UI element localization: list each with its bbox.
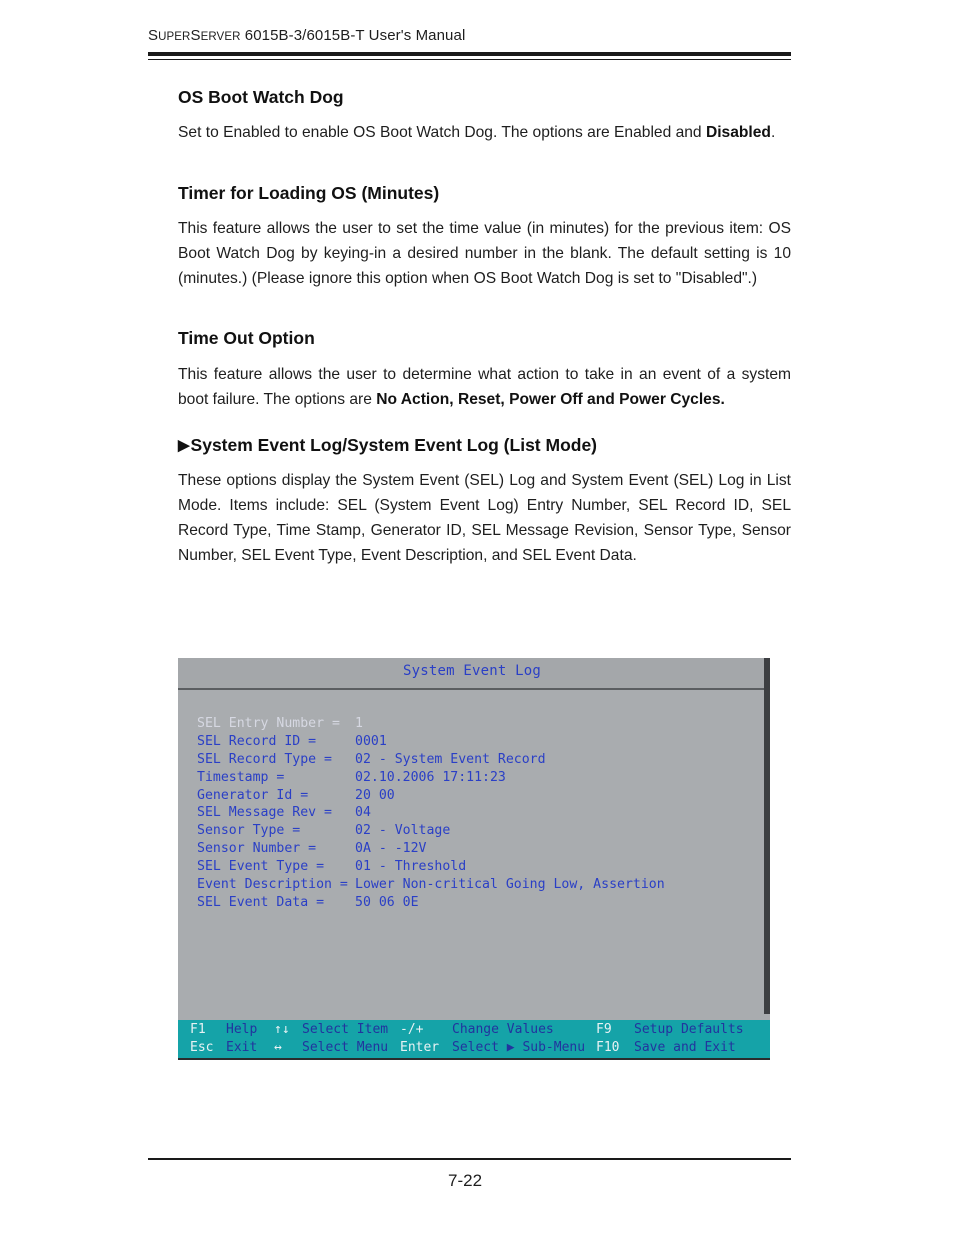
- footer-rule: [148, 1158, 791, 1160]
- bios-field-value: 20 00: [355, 787, 395, 803]
- bios-field-value: 1: [355, 716, 363, 731]
- bios-field-value: 0A - -12V: [355, 841, 427, 857]
- bios-field-value: 04: [355, 805, 371, 821]
- key-esc: Esc: [190, 1040, 214, 1055]
- heading-os-boot-watch-dog: OS Boot Watch Dog: [178, 87, 344, 107]
- key-enter-label: Select ▶ Sub-Menu: [452, 1040, 586, 1055]
- key-f9: F9: [596, 1022, 612, 1037]
- bios-field-label: SEL Record Type =: [197, 751, 332, 767]
- key-leftright-label: Select Menu: [302, 1040, 389, 1055]
- bios-field-label: SEL Message Rev =: [197, 805, 332, 821]
- paragraph-time-out-option: This feature allows the user to determine what action to take in an event of a system boot failure. The options are No Action, Reset, Power Off and Power Cycles.: [178, 366, 791, 408]
- bios-bottom-edge: [178, 1058, 770, 1060]
- heading-time-out-option: Time Out Option: [178, 328, 315, 348]
- bios-field-value: 0001: [355, 733, 387, 749]
- bios-field-label: SEL Entry Number =: [197, 716, 340, 731]
- bios-key-legend: [178, 1020, 770, 1058]
- running-header: SUPERSERVER 6015B-3/6015B-T User's Manual: [148, 27, 466, 44]
- paragraph-timer-loading-os: This feature allows the user to set the time value (in minutes) for the previous item: OS Boot Watch Dog by keying-in a desired number in the blank. The default setting is 10 (minutes.) (Please ignore this option when OS Boot Watch Dog is set to "Disabled".): [178, 220, 791, 287]
- key-minus-plus: -/+: [400, 1022, 424, 1037]
- key-f10: F10: [596, 1040, 620, 1055]
- triangle-right-icon: ▶: [178, 437, 190, 454]
- bios-screen-title: System Event Log: [402, 663, 542, 679]
- key-f1-label: Help: [226, 1022, 258, 1037]
- paragraph-system-event-log: These options display the System Event (SEL) Log and System Event (SEL) Log in List Mode. Items include: SEL (System Event Log) Entry Number, SEL Record ID, SEL Record Type, Time Stamp, Generator ID, SEL Message Revision, Sensor Type, Sensor Number, SEL Event Type, Event Description, and SEL Event Data.: [178, 472, 791, 564]
- key-f1: F1: [190, 1022, 206, 1037]
- header-rule-thin: [148, 59, 791, 60]
- key-updown-label: Select Item: [302, 1022, 389, 1037]
- key-f10-label: Save and Exit: [634, 1040, 736, 1055]
- key-f9-label: Setup Defaults: [634, 1022, 744, 1037]
- bios-field-label: SEL Event Type =: [197, 859, 325, 875]
- bios-screenshot: [178, 658, 770, 1060]
- arrow-left-right-icon: ↔: [274, 1040, 282, 1055]
- bios-field-label: Timestamp =: [197, 769, 285, 785]
- bios-field-value: 02.10.2006 17:11:23: [355, 769, 506, 785]
- header-rule-thick: [148, 52, 791, 56]
- bios-field-label: Sensor Number =: [197, 841, 317, 857]
- bios-field-label: SEL Record ID =: [197, 733, 317, 749]
- bios-field-value: 50 06 0E: [355, 894, 419, 910]
- page-number: 7-22: [448, 1171, 483, 1190]
- heading-system-event-log: ▶System Event Log/System Event Log (List Mode): [178, 435, 598, 455]
- bios-field-value: 02 - System Event Record: [355, 751, 546, 767]
- key-enter: Enter: [400, 1040, 440, 1055]
- key-minus-plus-label: Change Values: [452, 1022, 554, 1037]
- bios-field-label: Sensor Type =: [197, 823, 301, 839]
- bios-field-value: Lower Non-critical Going Low, Assertion: [355, 877, 665, 893]
- bios-panel-edge: [764, 658, 770, 1014]
- bios-field-label: SEL Event Data =: [197, 894, 325, 910]
- paragraph-os-boot-watch-dog: Set to Enabled to enable OS Boot Watch Dog. The options are Enabled and Disabled.: [178, 124, 776, 141]
- bios-field-label: Generator Id =: [197, 787, 309, 803]
- key-esc-label: Exit: [226, 1040, 258, 1055]
- bios-field-label: Event Description =: [197, 877, 348, 893]
- heading-timer-loading-os: Timer for Loading OS (Minutes): [178, 183, 440, 203]
- bios-field-value: 01 - Threshold: [355, 859, 467, 875]
- bios-field-value: 02 - Voltage: [355, 823, 451, 839]
- arrow-up-down-icon: ↑↓: [274, 1022, 290, 1037]
